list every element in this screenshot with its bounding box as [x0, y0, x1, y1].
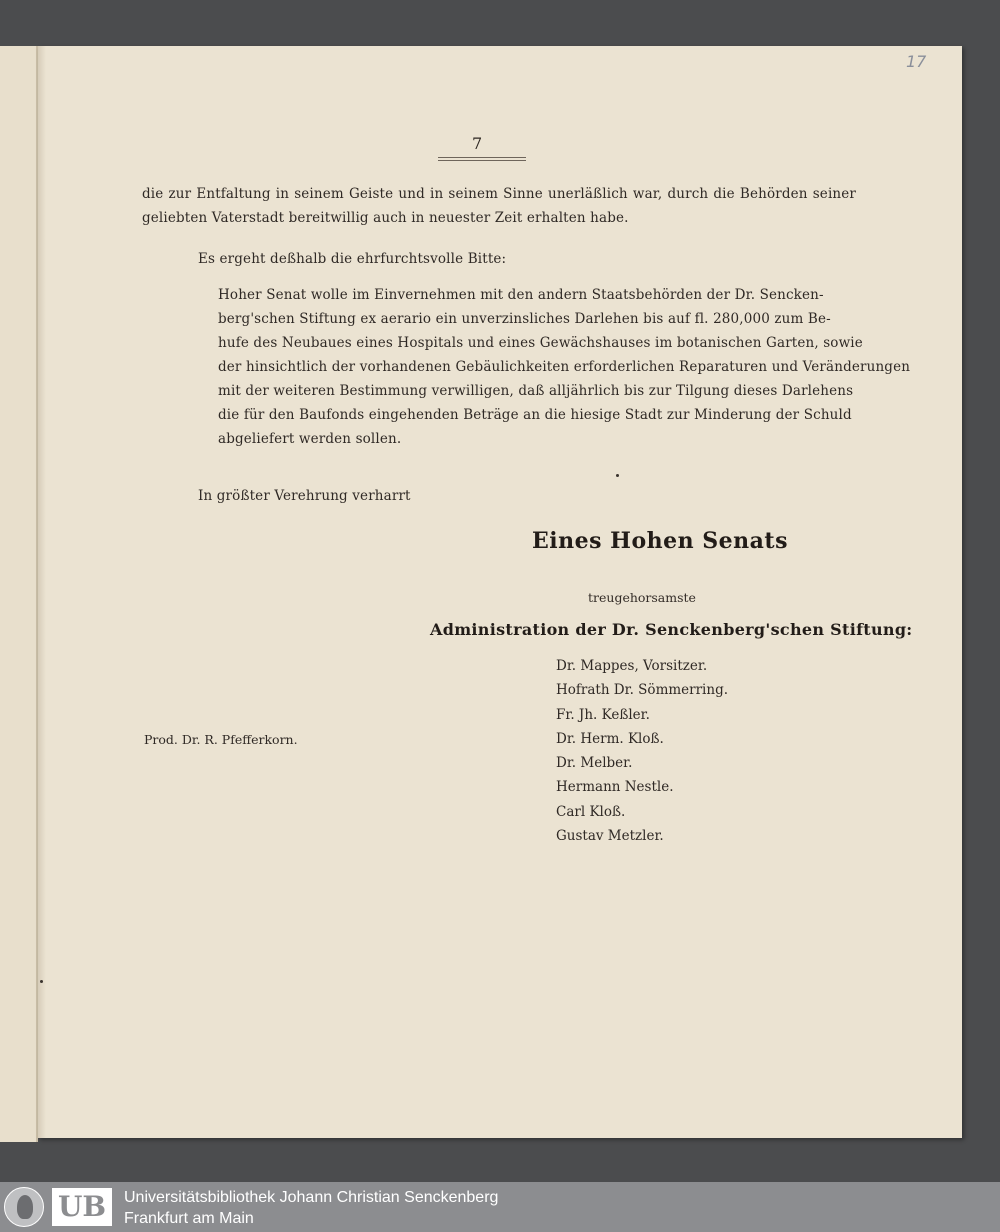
closing-formula: In größter Verehrung verharrt: [198, 488, 411, 504]
ub-logo-mark: UB: [52, 1188, 112, 1226]
signatory: Fr. Jh. Keßler.: [556, 706, 650, 723]
protocol-note: Prod. Dr. R. Pfefferkorn.: [144, 732, 298, 747]
portrait-silhouette: [17, 1195, 33, 1219]
library-name-line2: Frankfurt am Main: [124, 1210, 254, 1227]
text-line: Hoher Senat wolle im Einvernehmen mit den andern Staatsbehörden der Dr. Sencken-: [218, 287, 824, 303]
signatory-list: [556, 654, 728, 848]
library-footer: [0, 1182, 1000, 1232]
signatory: Dr. Herm. Kloß.: [556, 730, 664, 747]
portrait-seal-icon: [4, 1187, 44, 1227]
signatory: Hofrath Dr. Sömmerring.: [556, 682, 729, 699]
library-name-line1: Universitätsbibliothek Johann Christian Senckenberg: [124, 1189, 499, 1206]
text-line: die zur Entfaltung in seinem Geiste und in seinem Sinne unerläßlich war, durch die Behörden seiner: [142, 186, 856, 202]
paragraph-request: [218, 283, 911, 451]
text-line: abgeliefert werden sollen.: [218, 431, 402, 447]
ink-speck: [616, 474, 619, 477]
facing-page-edge: [0, 46, 38, 1142]
page-number-rule: [438, 157, 526, 161]
library-logo[interactable]: [4, 1187, 116, 1227]
text-line: die für den Baufonds eingehenden Beträge an die hiesige Stadt zur Minderung der Schuld: [218, 407, 852, 423]
humble-salutation: treugehorsamste: [588, 590, 696, 605]
library-name: [124, 1187, 498, 1229]
paragraph-request-intro: Es ergeht deßhalb die ehrfurchtsvolle Bitte:: [198, 251, 507, 267]
text-line: hufe des Neubaues eines Hospitals und eines Gewächshauses im botanischen Garten, sowie: [218, 335, 863, 351]
signatory: Hermann Nestle.: [556, 779, 674, 796]
signatory: Dr. Mappes, Vorsitzer.: [556, 658, 708, 674]
document-page: [38, 46, 962, 1138]
administration-heading: Administration der Dr. Senckenberg'schen Stiftung:: [430, 620, 913, 639]
signatory: Gustav Metzler.: [556, 828, 664, 845]
text-line: mit der weiteren Bestimmung verwilligen, daß alljährlich bis zur Tilgung dieses Darlehens: [218, 383, 854, 399]
addressee-heading: Eines Hohen Senats: [532, 528, 788, 554]
signatory: Dr. Melber.: [556, 755, 633, 772]
page-number: 7: [472, 134, 483, 153]
text-line: der hinsichtlich der vorhandenen Gebäulichkeiten erforderlichen Reparaturen und Veränderungen: [218, 359, 911, 375]
text-line: berg'schen Stiftung ex aerario ein unverzinsliches Darlehen bis auf fl. 280,000 zum Be-: [218, 311, 831, 327]
signatory: Carl Kloß.: [556, 803, 626, 820]
page-gutter-shadow: [38, 46, 46, 1138]
text-line: geliebten Vaterstadt bereitwillig auch in neuester Zeit erhalten habe.: [142, 210, 629, 226]
ink-speck: [40, 980, 43, 983]
pencil-folio-number: 17: [906, 52, 927, 71]
paragraph-intro: [142, 182, 856, 230]
